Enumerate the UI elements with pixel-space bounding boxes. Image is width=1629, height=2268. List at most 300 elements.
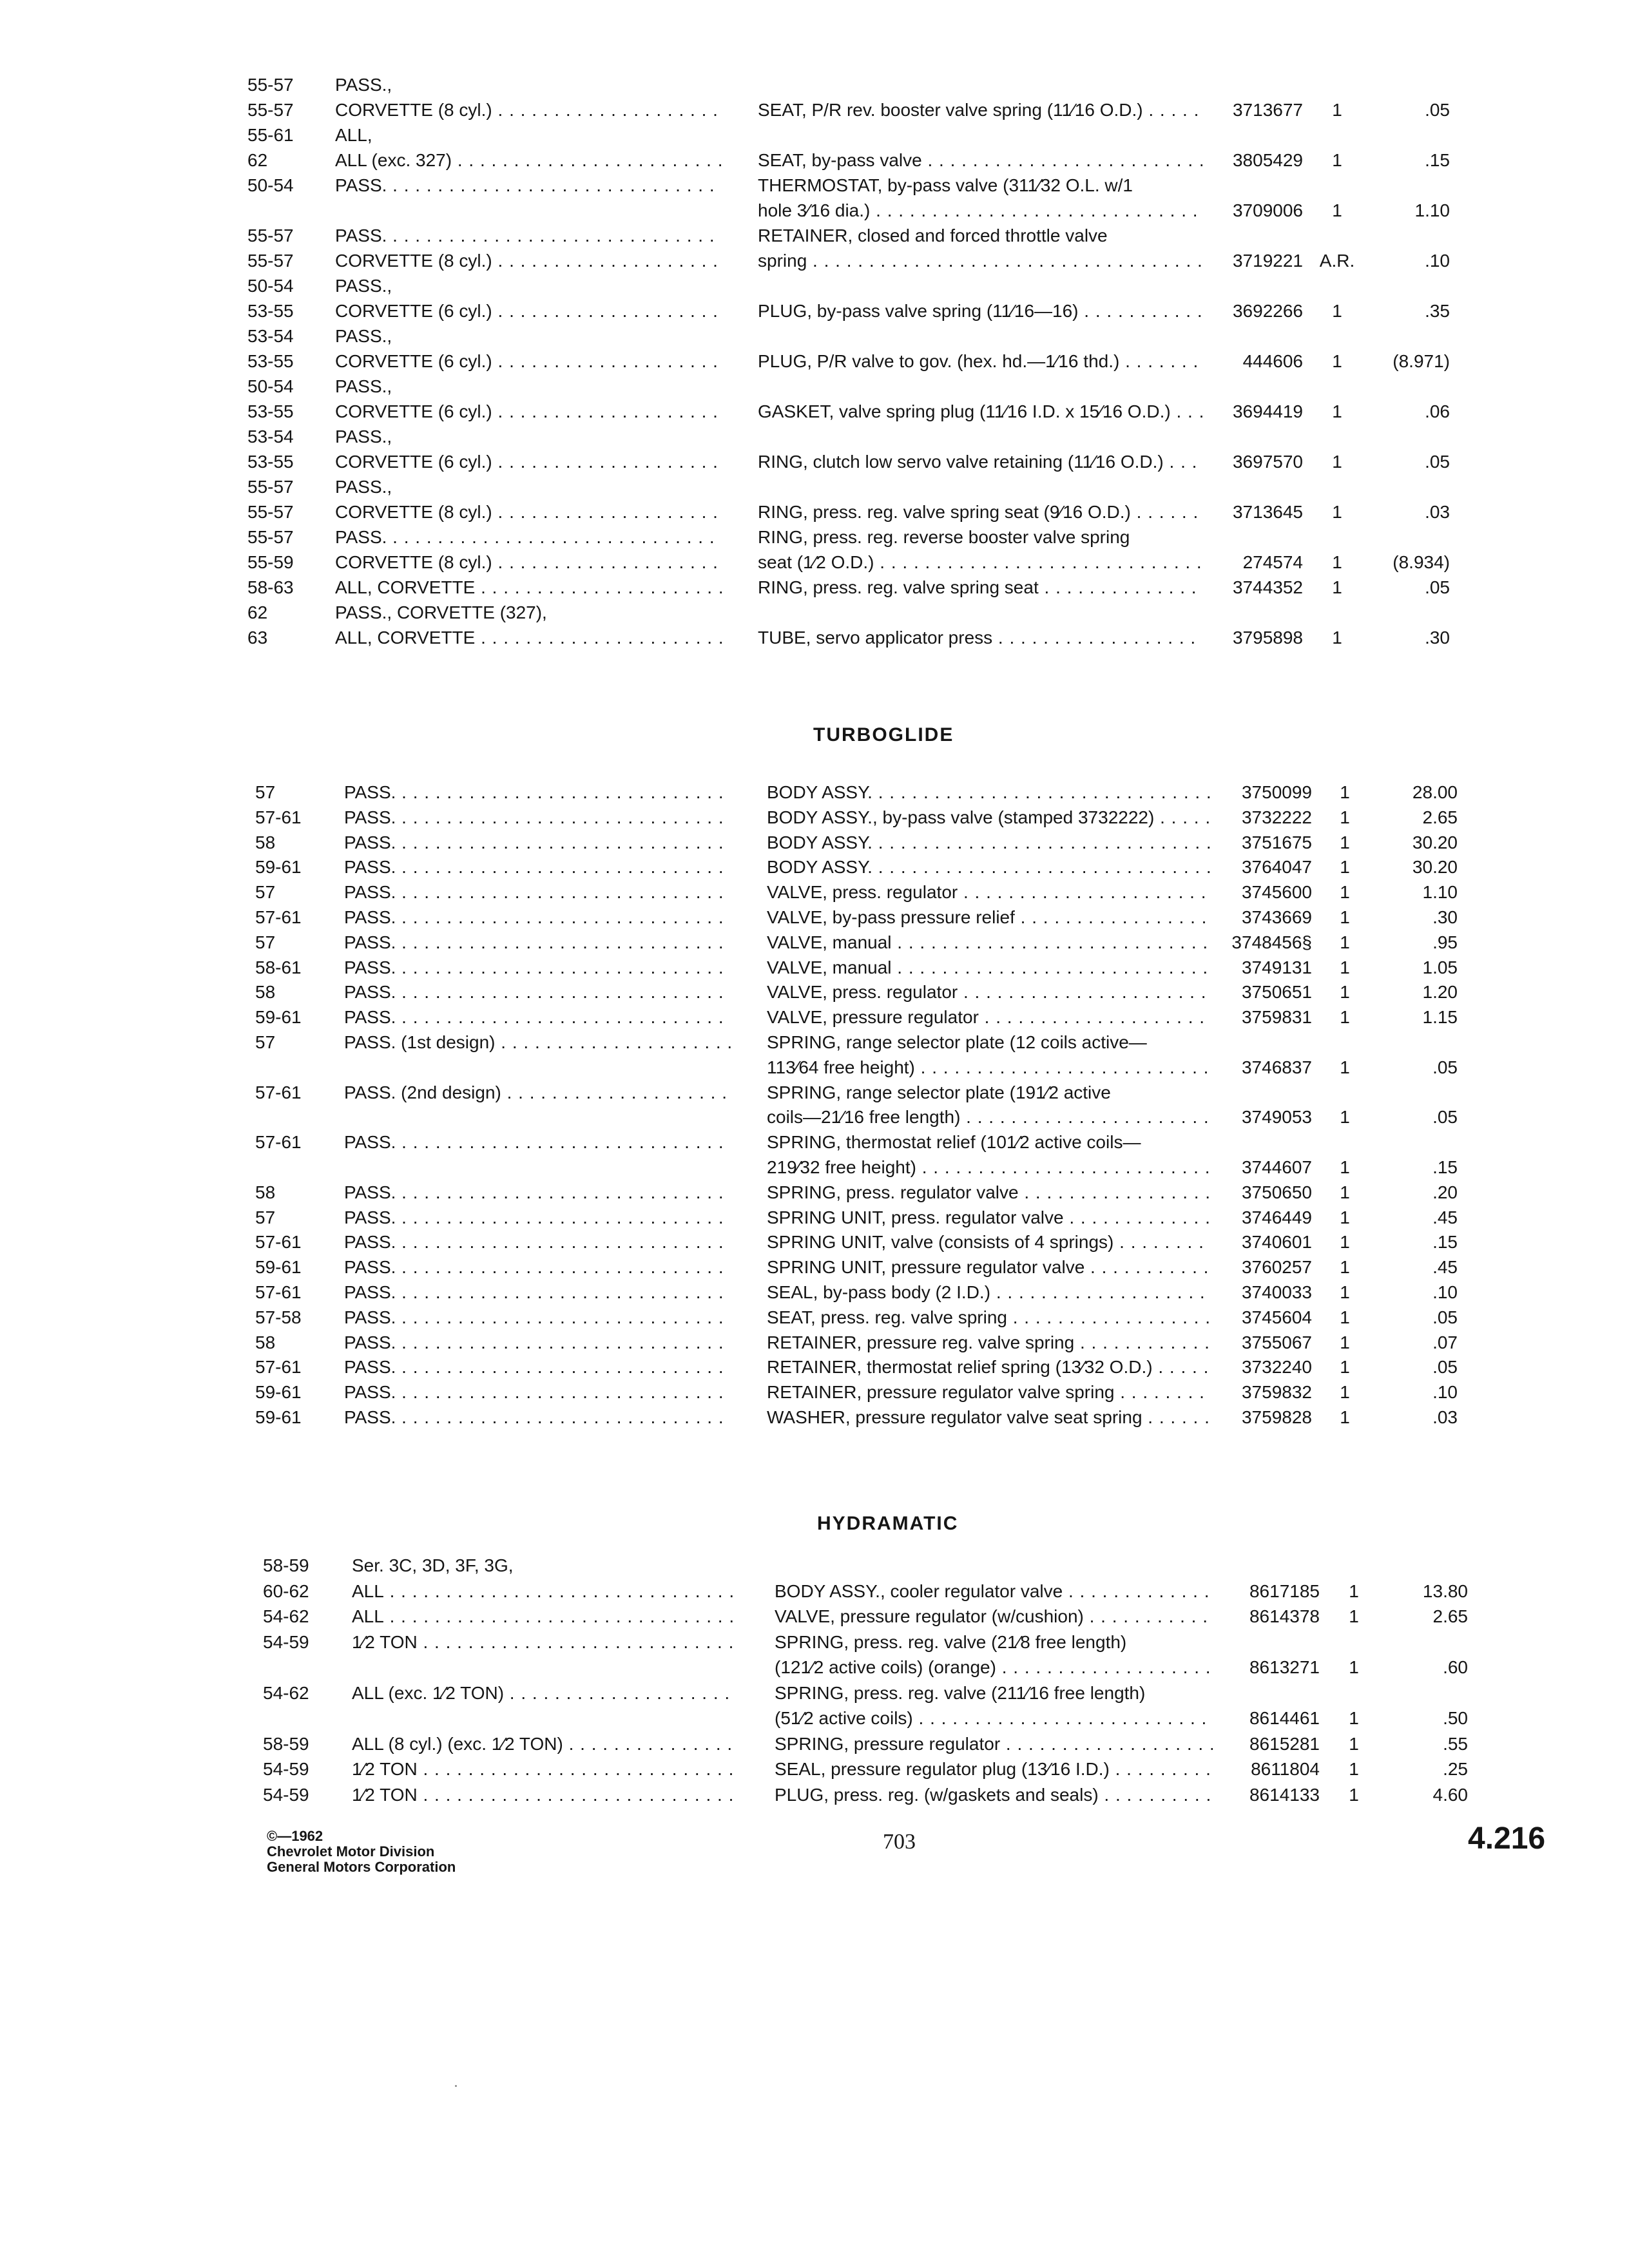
model-cell: PASS. . . .	[344, 879, 731, 905]
model-cell: Ser. 3C, 3D, 3F, 3G,	[352, 1555, 514, 1575]
price-cell: 1.05	[1422, 957, 1458, 977]
price-cell: 1.20	[1422, 982, 1458, 1003]
quantity-cell: 1	[1340, 832, 1350, 852]
part-number-cell: 8615281	[1249, 1733, 1320, 1754]
parts-row	[0, 1782, 1629, 1808]
description-cell: hole 3⁄16 dia.) . . .	[758, 198, 1202, 224]
model-cell: PASS. . . .	[344, 905, 731, 930]
year-cell: 53-55	[247, 301, 294, 321]
model-cell: PASS. . . .	[344, 780, 731, 805]
parts-row	[0, 550, 1629, 575]
part-number-cell: 3760257	[1241, 1257, 1312, 1278]
parts-row	[0, 1280, 1629, 1305]
year-cell: 53-55	[247, 351, 294, 371]
parts-row	[0, 1756, 1629, 1782]
year-cell: 55-59	[247, 552, 294, 572]
quantity-cell: 1	[1340, 932, 1350, 952]
year-cell: 54-62	[263, 1606, 309, 1626]
year-cell: 62	[247, 150, 268, 170]
parts-row	[0, 805, 1629, 831]
parts-row	[0, 1155, 1629, 1180]
year-cell: 50-54	[247, 376, 294, 396]
price-cell: 1.10	[1422, 882, 1458, 903]
description-cell: SEAT, by-pass valve . . .	[758, 148, 1202, 173]
year-cell: 57	[255, 1207, 276, 1227]
parts-row	[0, 298, 1629, 324]
part-number-cell: 8617185	[1249, 1581, 1320, 1601]
quantity-cell: 1	[1340, 1282, 1350, 1302]
model-cell: PASS. . . .	[344, 979, 731, 1005]
part-number-cell: 3795898	[1232, 628, 1303, 648]
part-number-cell: 3744607	[1241, 1157, 1312, 1177]
year-cell: 57-58	[255, 1307, 302, 1327]
parts-row	[0, 1731, 1629, 1757]
description-cell: SPRING, thermostat relief (101⁄2 active coils—	[767, 1132, 1141, 1153]
description-cell: BODY ASSY., by-pass valve (stamped 3732222) . . .	[767, 805, 1211, 831]
model-cell: ALL (8 cyl.) (exc. 1⁄2 TON) . . .	[352, 1731, 737, 1757]
quantity-cell: 1	[1340, 1332, 1350, 1352]
year-cell: 62	[247, 602, 268, 622]
price-cell: .06	[1425, 401, 1450, 421]
part-number-cell: 3697570	[1232, 452, 1303, 472]
quantity-cell: 1	[1340, 1007, 1350, 1028]
description-cell: SPRING, pressure regulator . . .	[775, 1731, 1213, 1757]
sheet-number: 4.216	[1468, 1821, 1546, 1856]
parts-row	[0, 955, 1629, 981]
description-cell: PLUG, press. reg. (w/gaskets and seals) . . .	[775, 1782, 1213, 1808]
quantity-cell: 1	[1340, 1382, 1350, 1403]
parts-row	[0, 148, 1629, 173]
part-number-cell: 8614133	[1249, 1784, 1320, 1805]
price-cell: 4.60	[1432, 1784, 1468, 1805]
model-cell: PASS. (2nd design) . . .	[344, 1080, 731, 1106]
model-cell: CORVETTE (8 cyl.) . . .	[335, 499, 722, 525]
model-cell: PASS. . . .	[344, 854, 731, 880]
price-cell: .45	[1432, 1207, 1458, 1227]
part-number-cell: 3805429	[1232, 150, 1303, 170]
description-cell: BODY ASSY., cooler regulator valve . . .	[775, 1579, 1213, 1604]
price-cell: .05	[1425, 452, 1450, 472]
part-number-cell: 3732222	[1241, 807, 1312, 827]
model-cell: PASS. . . .	[344, 805, 731, 831]
part-number-cell: 3751675	[1241, 832, 1312, 852]
year-cell: 58	[255, 1182, 276, 1202]
price-cell: .30	[1432, 907, 1458, 927]
year-cell: 55-57	[247, 75, 294, 95]
quantity-cell: 1	[1340, 1057, 1350, 1077]
model-cell: PASS. (1st design) . . .	[344, 1030, 731, 1055]
part-number-cell: 3759832	[1241, 1382, 1312, 1403]
year-cell: 60-62	[263, 1581, 309, 1601]
description-cell: VALVE, press. regulator . . .	[767, 979, 1211, 1005]
parts-row	[0, 600, 1629, 626]
year-cell: 57-61	[255, 1357, 302, 1378]
year-cell: 54-59	[263, 1759, 309, 1779]
year-cell: 58-59	[263, 1555, 309, 1575]
year-cell: 55-57	[247, 477, 294, 497]
part-number-cell: 3740033	[1241, 1282, 1312, 1302]
price-cell: 2.65	[1422, 807, 1458, 827]
model-cell: 1⁄2 TON . . .	[352, 1756, 737, 1782]
model-cell: ALL,	[335, 125, 372, 145]
model-cell: PASS. . . .	[335, 223, 722, 249]
part-number-cell: 3759831	[1241, 1007, 1312, 1028]
quantity-cell: 1	[1332, 200, 1342, 220]
parts-row	[0, 97, 1629, 123]
part-number-cell: 3744352	[1232, 577, 1303, 597]
parts-row	[0, 1604, 1629, 1629]
description-cell: GASKET, valve spring plug (11⁄16 I.D. x 15⁄16 O.D.) . . .	[758, 399, 1202, 425]
price-cell: .05	[1432, 1357, 1458, 1378]
quantity-cell: 1	[1332, 552, 1342, 572]
parts-row	[0, 854, 1629, 880]
description-cell: SEAL, pressure regulator plug (13⁄16 I.D.) . . .	[775, 1756, 1213, 1782]
parts-row	[0, 374, 1629, 399]
year-cell: 58-63	[247, 577, 294, 597]
description-cell: BODY ASSY. . . .	[767, 854, 1211, 880]
description-cell: VALVE, manual . . .	[767, 955, 1211, 981]
year-cell: 53-54	[247, 326, 294, 346]
parts-row	[0, 1405, 1629, 1430]
model-cell: PASS. . . .	[335, 173, 722, 198]
year-cell: 58	[255, 982, 276, 1003]
quantity-cell: 1	[1349, 1784, 1359, 1805]
parts-row	[0, 1330, 1629, 1356]
year-cell: 57-61	[255, 907, 302, 927]
description-cell: VALVE, pressure regulator (w/cushion) . . .	[775, 1604, 1213, 1629]
model-cell: PASS. . . .	[344, 1180, 731, 1206]
part-number-cell: 3764047	[1241, 857, 1312, 878]
price-cell: .10	[1425, 251, 1450, 271]
price-cell: .10	[1432, 1382, 1458, 1403]
part-number-cell: 3759828	[1241, 1407, 1312, 1427]
parts-row	[0, 1354, 1629, 1380]
parts-row	[0, 1579, 1629, 1604]
parts-row	[0, 1180, 1629, 1206]
year-cell: 57	[255, 882, 276, 903]
quantity-cell: 1	[1340, 1107, 1350, 1128]
parts-row	[0, 449, 1629, 475]
year-cell: 58-59	[263, 1733, 309, 1754]
description-cell: PLUG, P/R valve to gov. (hex. hd.—1⁄16 thd.) . . .	[758, 349, 1202, 374]
parts-row	[0, 1229, 1629, 1255]
price-cell: .10	[1432, 1282, 1458, 1302]
quantity-cell: A.R.	[1319, 251, 1355, 271]
year-cell: 57	[255, 782, 276, 802]
parts-row	[0, 223, 1629, 249]
description-cell: SPRING, press. reg. valve (21⁄8 free length)	[775, 1631, 1127, 1652]
quantity-cell: 1	[1332, 351, 1342, 371]
price-cell: .05	[1432, 1107, 1458, 1128]
quantity-cell: 1	[1340, 1407, 1350, 1427]
price-cell: .25	[1443, 1759, 1468, 1779]
part-number-cell: 8613271	[1249, 1657, 1320, 1677]
part-number-cell: 8614461	[1249, 1708, 1320, 1728]
division-line: Chevrolet Motor Division	[267, 1843, 435, 1860]
parts-row	[0, 273, 1629, 299]
quantity-cell: 1	[1340, 1357, 1350, 1378]
model-cell: PASS.,	[335, 326, 392, 346]
parts-row	[0, 780, 1629, 805]
year-cell: 55-57	[247, 251, 294, 271]
model-cell: PASS. . . .	[344, 1254, 731, 1280]
part-number-cell: 444606	[1242, 351, 1303, 371]
description-cell: SEAL, by-pass body (2 I.D.) . . .	[767, 1280, 1211, 1305]
price-cell: .05	[1425, 100, 1450, 120]
description-cell: SPRING, range selector plate (12 coils active—	[767, 1032, 1147, 1052]
model-cell: ALL . . .	[352, 1579, 737, 1604]
quantity-cell: 1	[1349, 1657, 1359, 1677]
model-cell: PASS. . . .	[344, 1330, 731, 1356]
copyright-block	[267, 1829, 456, 1875]
model-cell: ALL (exc. 1⁄2 TON) . . .	[352, 1680, 737, 1706]
price-cell: .45	[1432, 1257, 1458, 1278]
price-cell: .15	[1425, 150, 1450, 170]
model-cell: PASS. . . .	[344, 1305, 731, 1331]
part-number-cell: 3745600	[1241, 882, 1312, 903]
quantity-cell: 1	[1340, 907, 1350, 927]
parts-row	[0, 1030, 1629, 1055]
model-cell: PASS. . . .	[344, 955, 731, 981]
model-cell: PASS. . . .	[344, 1229, 731, 1255]
part-number-cell: 3749131	[1241, 957, 1312, 977]
description-cell: RETAINER, pressure reg. valve spring . . .	[767, 1330, 1211, 1356]
description-cell: VALVE, by-pass pressure relief . . .	[767, 905, 1211, 930]
parts-row	[0, 1553, 1629, 1579]
part-number-cell: 3750650	[1241, 1182, 1312, 1202]
description-cell: (51⁄2 active coils) . . .	[775, 1706, 1213, 1731]
part-number-cell: 3746837	[1241, 1057, 1312, 1077]
year-cell: 53-55	[247, 452, 294, 472]
year-cell: 59-61	[255, 1407, 302, 1427]
corporation-line: General Motors Corporation	[267, 1859, 456, 1875]
description-cell: SPRING, press. regulator valve . . .	[767, 1180, 1211, 1206]
price-cell: 1.15	[1422, 1007, 1458, 1028]
price-cell: .55	[1443, 1733, 1468, 1754]
description-cell: VALVE, press. regulator . . .	[767, 879, 1211, 905]
part-number-cell: 8611804	[1251, 1759, 1320, 1779]
parts-row	[0, 1254, 1629, 1280]
quantity-cell: 1	[1340, 1182, 1350, 1202]
model-cell: PASS. . . .	[344, 1379, 731, 1405]
model-cell: CORVETTE (6 cyl.) . . .	[335, 298, 722, 324]
parts-row	[0, 499, 1629, 525]
price-cell: .95	[1432, 932, 1458, 952]
price-cell: .05	[1432, 1057, 1458, 1077]
year-cell: 58	[255, 1332, 276, 1352]
description-cell: SPRING UNIT, pressure regulator valve . . .	[767, 1254, 1211, 1280]
copyright-line: ©—1962	[267, 1828, 323, 1844]
price-cell: .20	[1432, 1182, 1458, 1202]
description-cell: WASHER, pressure regulator valve seat spring . . .	[767, 1405, 1211, 1430]
model-cell: CORVETTE (8 cyl.) . . .	[335, 97, 722, 123]
description-cell: RING, clutch low servo valve retaining (11⁄16 O.D.) . . .	[758, 449, 1202, 475]
description-cell: (121⁄2 active coils) (orange) . . .	[775, 1655, 1213, 1680]
quantity-cell: 1	[1349, 1606, 1359, 1626]
part-number-cell: 3694419	[1232, 401, 1303, 421]
model-cell: PASS. . . .	[344, 830, 731, 856]
quantity-cell: 1	[1340, 957, 1350, 977]
quantity-cell: 1	[1349, 1733, 1359, 1754]
year-cell: 58-61	[255, 957, 302, 977]
section-heading: TURBOGLIDE	[813, 724, 954, 745]
price-cell: (8.934)	[1393, 552, 1450, 572]
price-cell: .60	[1443, 1657, 1468, 1677]
quantity-cell: 1	[1340, 1257, 1350, 1278]
part-number-cell: 3709006	[1232, 200, 1303, 220]
parts-row	[0, 349, 1629, 374]
description-cell: VALVE, manual . . .	[767, 930, 1211, 956]
year-cell: 55-57	[247, 527, 294, 547]
parts-row	[0, 248, 1629, 274]
description-cell: BODY ASSY. . . .	[767, 780, 1211, 805]
part-number-cell: 3749053	[1241, 1107, 1312, 1128]
part-number-cell: 3743669	[1241, 907, 1312, 927]
parts-row	[0, 1129, 1629, 1155]
year-cell: 55-57	[247, 100, 294, 120]
parts-row	[0, 1055, 1629, 1081]
year-cell: 58	[255, 832, 276, 852]
model-cell: PASS. . . .	[344, 1280, 731, 1305]
year-cell: 50-54	[247, 276, 294, 296]
description-cell: RING, press. reg. valve spring seat . . .	[758, 575, 1202, 601]
model-cell: PASS. . . .	[335, 524, 722, 550]
price-cell: 28.00	[1412, 782, 1458, 802]
parts-row	[0, 474, 1629, 500]
quantity-cell: 1	[1332, 401, 1342, 421]
quantity-cell: 1	[1340, 857, 1350, 878]
parts-row	[0, 173, 1629, 198]
scan-speck	[455, 2085, 457, 2087]
model-cell: PASS.,	[335, 276, 392, 296]
part-number-cell: 8614378	[1249, 1606, 1320, 1626]
year-cell: 57-61	[255, 1232, 302, 1253]
description-cell: SPRING, range selector plate (191⁄2 active	[767, 1082, 1111, 1102]
year-cell: 57-61	[255, 807, 302, 827]
description-cell: RETAINER, closed and forced throttle valve	[758, 226, 1108, 245]
price-cell: 1.10	[1414, 200, 1450, 220]
parts-row	[0, 1305, 1629, 1331]
quantity-cell: 1	[1340, 1157, 1350, 1177]
parts-row	[0, 424, 1629, 450]
model-cell: ALL, CORVETTE . . .	[335, 625, 722, 651]
model-cell: CORVETTE (6 cyl.) . . .	[335, 399, 722, 425]
year-cell: 53-54	[247, 427, 294, 447]
part-number-cell: 3748456§	[1231, 932, 1312, 952]
description-cell: 113⁄64 free height) . . .	[767, 1055, 1211, 1081]
parts-row	[0, 1680, 1629, 1706]
part-number-cell: 3750651	[1241, 982, 1312, 1003]
quantity-cell: 1	[1340, 1207, 1350, 1227]
model-cell: PASS. . . .	[344, 1004, 731, 1030]
year-cell: 57	[255, 932, 276, 952]
quantity-cell: 1	[1332, 502, 1342, 522]
part-number-cell: 3740601	[1241, 1232, 1312, 1253]
parts-row	[0, 930, 1629, 956]
description-cell: RETAINER, thermostat relief spring (13⁄32 O.D.) . . .	[767, 1354, 1211, 1380]
price-cell: .15	[1432, 1232, 1458, 1253]
part-number-cell: 3719221	[1232, 251, 1303, 271]
quantity-cell: 1	[1340, 982, 1350, 1003]
parts-row	[0, 575, 1629, 601]
description-cell: TUBE, servo applicator press . . .	[758, 625, 1202, 651]
model-cell: PASS.,	[335, 477, 392, 497]
year-cell: 57-61	[255, 1132, 302, 1153]
part-number-cell: 274574	[1242, 552, 1303, 572]
model-cell: PASS. . . .	[344, 1205, 731, 1231]
description-cell: BODY ASSY. . . .	[767, 830, 1211, 856]
quantity-cell: 1	[1340, 782, 1350, 802]
model-cell: PASS. . . .	[344, 1129, 731, 1155]
description-cell: PLUG, by-pass valve spring (11⁄16—16) . . .	[758, 298, 1202, 324]
model-cell: 1⁄2 TON . . .	[352, 1629, 737, 1655]
quantity-cell: 1	[1332, 301, 1342, 321]
year-cell: 54-59	[263, 1631, 309, 1652]
year-cell: 55-57	[247, 502, 294, 522]
quantity-cell: 1	[1332, 577, 1342, 597]
description-cell: SPRING, press. reg. valve (211⁄16 free length)	[775, 1682, 1146, 1703]
model-cell: PASS. . . .	[344, 930, 731, 956]
price-cell: .50	[1443, 1708, 1468, 1728]
part-number-cell: 3713645	[1232, 502, 1303, 522]
quantity-cell: 1	[1340, 1307, 1350, 1327]
quantity-cell: 1	[1340, 807, 1350, 827]
model-cell: CORVETTE (8 cyl.) . . .	[335, 550, 722, 575]
year-cell: 54-59	[263, 1784, 309, 1805]
description-cell: SEAT, P/R rev. booster valve spring (11⁄16 O.D.) . . .	[758, 97, 1202, 123]
parts-row	[0, 1706, 1629, 1731]
parts-row	[0, 1655, 1629, 1680]
quantity-cell: 1	[1332, 628, 1342, 648]
section-heading: HYDRAMATIC	[817, 1513, 959, 1534]
model-cell: CORVETTE (8 cyl.) . . .	[335, 248, 722, 274]
price-cell: 30.20	[1412, 857, 1458, 878]
quantity-cell: 1	[1332, 150, 1342, 170]
description-cell: VALVE, pressure regulator . . .	[767, 1004, 1211, 1030]
description-cell: SEAT, press. reg. valve spring . . .	[767, 1305, 1211, 1331]
quantity-cell: 1	[1340, 882, 1350, 903]
quantity-cell: 1	[1332, 100, 1342, 120]
parts-row	[0, 1080, 1629, 1106]
model-cell: PASS. . . .	[344, 1405, 731, 1430]
description-cell: RING, press. reg. valve spring seat (9⁄16 O.D.) . . .	[758, 499, 1202, 525]
year-cell: 59-61	[255, 1382, 302, 1403]
parts-row	[0, 1004, 1629, 1030]
price-cell: (8.971)	[1393, 351, 1450, 371]
year-cell: 59-61	[255, 1257, 302, 1278]
description-cell: SPRING UNIT, valve (consists of 4 springs) . . .	[767, 1229, 1211, 1255]
description-cell: coils—21⁄16 free length) . . .	[767, 1104, 1211, 1130]
part-number-cell: 3692266	[1232, 301, 1303, 321]
parts-row	[0, 1205, 1629, 1231]
price-cell: .03	[1432, 1407, 1458, 1427]
parts-row	[0, 399, 1629, 425]
model-cell: CORVETTE (6 cyl.) . . .	[335, 449, 722, 475]
part-number-cell: 3746449	[1241, 1207, 1312, 1227]
model-cell: 1⁄2 TON . . .	[352, 1782, 737, 1808]
description-cell: spring . . .	[758, 248, 1202, 274]
model-cell: PASS.,	[335, 75, 392, 95]
parts-row	[0, 198, 1629, 224]
description-cell: RING, press. reg. reverse booster valve spring	[758, 527, 1130, 547]
parts-row	[0, 905, 1629, 930]
quantity-cell: 1	[1349, 1581, 1359, 1601]
year-cell: 59-61	[255, 1007, 302, 1028]
price-cell: .30	[1425, 628, 1450, 648]
model-cell: ALL (exc. 327) . . .	[335, 148, 722, 173]
quantity-cell: 1	[1349, 1708, 1359, 1728]
page-number: 703	[883, 1830, 916, 1854]
